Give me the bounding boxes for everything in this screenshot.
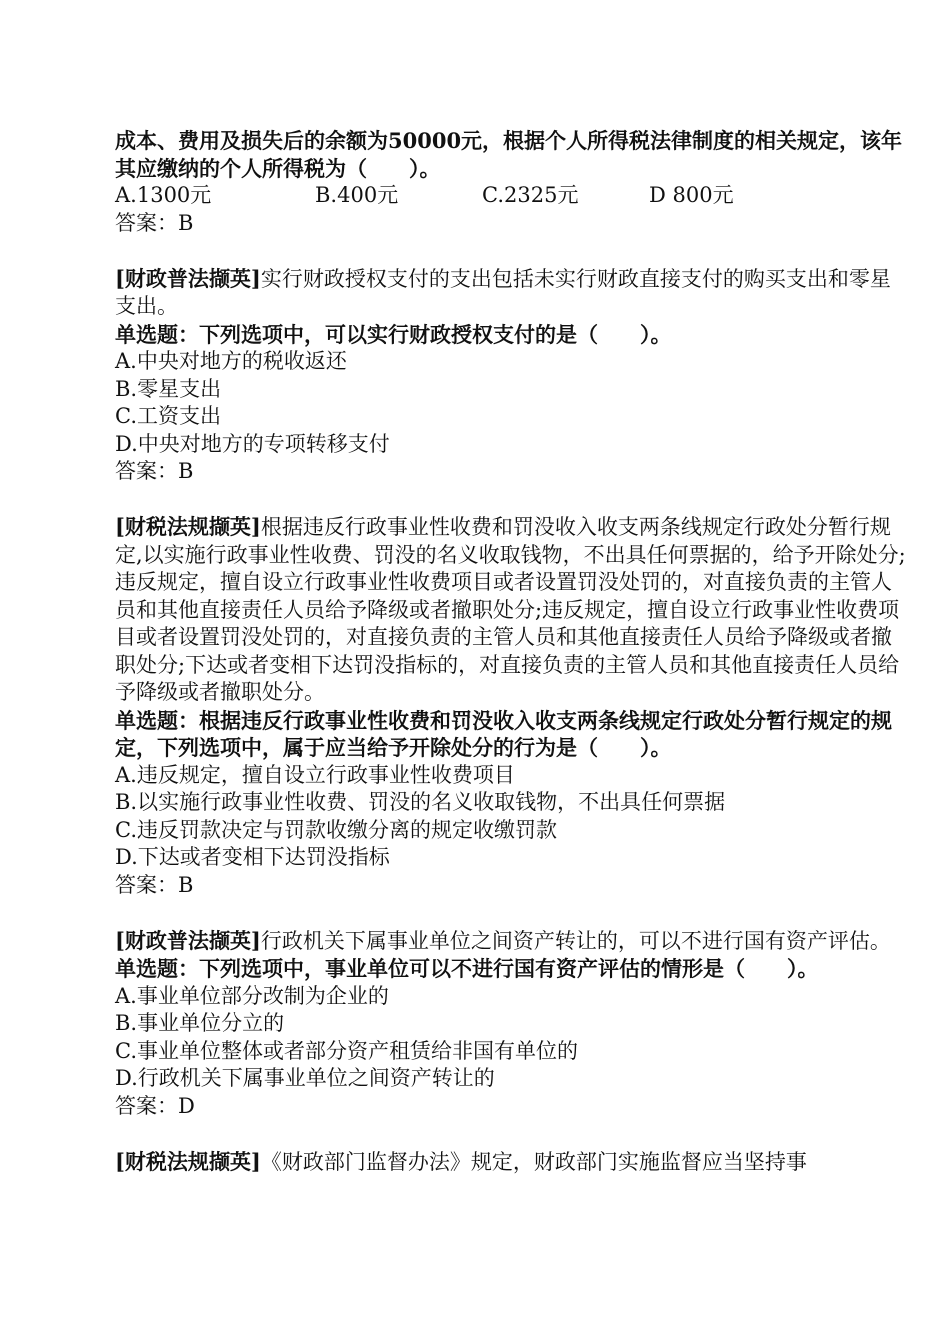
- tail-text: 《财政部门监督办法》规定，财政部门实施监督应当坚持事: [260, 1149, 807, 1174]
- block-2-tag: [财税法规撷英]: [115, 514, 261, 539]
- block-1-option-b: B.零星支出: [115, 376, 222, 401]
- block-2-paragraph: [115, 513, 910, 707]
- block-2-option-c: C.违反罚款决定与罚款收缴分离的规定收缴罚款: [115, 817, 557, 842]
- document-content: [115, 127, 910, 1176]
- block-2-text: 根据违反行政事业性收费和罚没收入收支两条线规定行政处分暂行规定,以实施行政事业性收费、罚没的名义收取钱物，不出具任何票据的，给予开除处分;违反规定，擅自设立行政事业性收费项目或者设置罚没处罚的，对直接负责的主管人员和其他直接责任人员给予降级或者撤职处分;违反规定，擅自设立行政事业性收费项目或者设置罚没处罚的，对直接负责的主管人员和其他直接责任人员给予降级或者撤职处分;下达或者变相下达罚没指标的，对直接负责的主管人员和其他直接责任人员给予降级或者撤职处分。: [115, 515, 906, 704]
- intro-options: [115, 182, 910, 210]
- block-1-option-d: D.中央对地方的专项转移支付: [115, 431, 390, 456]
- block-1-tag: [财政普法撷英]: [115, 265, 261, 291]
- block-1-option-c: C.工资支出: [115, 404, 221, 428]
- block-3-text: 行政机关下属事业单位之间资产转让的，可以不进行国有资产评估。: [260, 928, 891, 953]
- block-3-option-b: B.事业单位分立的: [115, 1011, 285, 1035]
- intro-option-c: C.2325元: [482, 183, 579, 207]
- intro-option-d: D 800元: [649, 183, 734, 207]
- block-2-option-d: D.下达或者变相下达罚没指标: [115, 845, 390, 869]
- intro-option-a: A.1300元: [115, 183, 212, 207]
- intro-option-b: B.400元: [315, 183, 399, 207]
- block-3-answer: 答案：D: [115, 1093, 195, 1118]
- block-3-tag: [财政普法撷英]: [115, 927, 261, 953]
- intro-question: 成本、费用及损失后的余额为50000元，根据个人所得税法律制度的相关规定，该年其应缴纳的个人所得税为（ ）。: [115, 128, 903, 181]
- block-2-option-b: B.以实施行政事业性收费、罚没的名义收取钱物，不出具任何票据: [115, 790, 726, 814]
- block-3-option-a: A.事业单位部分改制为企业的: [115, 983, 389, 1008]
- block-1-question: 单选题：下列选项中，可以实行财政授权支付的是（ ）。: [115, 321, 672, 347]
- block-2-answer: 答案：B: [115, 872, 194, 897]
- block-1-paragraph: [115, 265, 910, 321]
- block-2-option-a: A.违反规定，擅自设立行政事业性收费项目: [115, 762, 515, 787]
- block-3-option-d: D.行政机关下属事业单位之间资产转让的: [115, 1066, 495, 1090]
- block-3-paragraph: [115, 927, 910, 956]
- tail-paragraph: [115, 1148, 910, 1177]
- block-1-text: 实行财政授权支付的支出包括未实行财政直接支付的购买支出和零星支出。: [115, 266, 891, 318]
- block-1-answer: 答案：B: [115, 459, 194, 483]
- block-3-question: 单选题：下列选项中，事业单位可以不进行国有资产评估的情形是（ ）。: [115, 956, 819, 981]
- block-1-option-a: A.中央对地方的税收返还: [115, 349, 347, 373]
- tail-tag: [财税法规撷英]: [115, 1148, 261, 1174]
- block-3-option-c: C.事业单位整体或者部分资产租赁给非国有单位的: [115, 1038, 578, 1063]
- block-2-question: 单选题：根据违反行政事业性收费和罚没收入收支两条线规定行政处分暂行规定的规定，下列选项中，属于应当给予开除处分的行为是（ ）。: [115, 707, 892, 760]
- intro-answer: 答案：B: [115, 210, 194, 235]
